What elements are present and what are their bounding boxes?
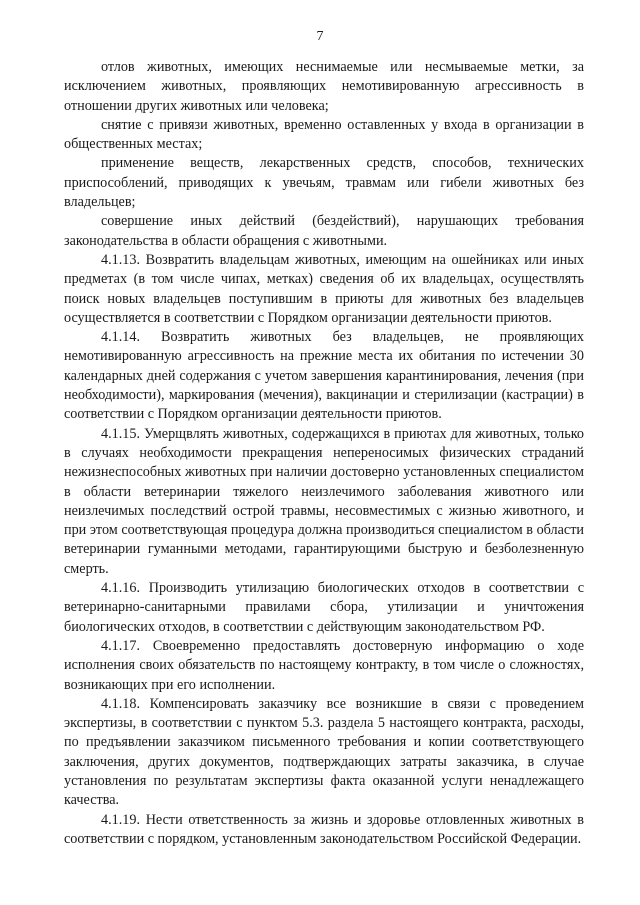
clause-4-1-18: 4.1.18. Компенсировать заказчику все возникшие в связи с проведением экспертизы, в соответствии с пунктом 5.3. раздела 5 настоящего контракта, расходы, по предъявлении заказчиком письменного требования и копии соответствующего заключения, других документов, подтверждающих затраты заказчика, в случае установления по результатам экспертизы факта оказанной услуги ненадлежащего качества.: [64, 695, 584, 809]
clause-4-1-15: 4.1.15. Умерщвлять животных, содержащихся в приютах для животных, только в случаях необходимости прекращения непереносимых физических страданий нежизнеспособных животных при наличии достоверно установленных специалистом в области ветеринарии тяжелого неизлечимого заболевания животного или неизлечимых последствий острой травмы, несовместимых с жизнью животного, и при этом соответствующая процедура должна производиться специалистом в области ветеринарии гуманными методами, гарантирующими быструю и безболезненную смерть.: [64, 425, 584, 577]
clause-4-1-17: 4.1.17. Своевременно предоставлять достоверную информацию о ходе исполнения своих обязательств по настоящему контракту, в том числе о сложностях, возникающих при его исполнении.: [64, 637, 584, 693]
page-number: 7: [316, 29, 324, 44]
paragraph-untethering: снятие с привязи животных, временно оставленных у входа в организации в общественных местах;: [64, 116, 584, 153]
paragraph-other-actions: совершение иных действий (бездействий), нарушающих требования законодательства в области обращения с животными.: [64, 213, 584, 249]
clause-4-1-14: 4.1.14. Возвратить животных без владельцев, не проявляющих немотивированную агрессивность на прежние места их обитания по истечении 30 календарных дней содержания с учетом завершения карантинирования, лечения (при необходимости), маркирования (мечения), вакцинации и стерилизации (кастрации) в соответствии с Порядком организации деятельности приютов.: [64, 329, 584, 423]
document-body: [64, 58, 584, 849]
paragraph-animal-capture: отлов животных, имеющих неснимаемые или несмываемые метки, за исключением животных, проявляющих немотивированную агрессивность в отношении других животных или человека;: [64, 59, 584, 114]
paragraph-harmful-means: применение веществ, лекарственных средств, способов, технических приспособлений, приводящих к увечьям, травмам или гибели животных без владельцев;: [64, 155, 584, 211]
clause-4-1-19: 4.1.19. Нести ответственность за жизнь и здоровье отловленных животных в соответствии с порядком, установленным законодательством Российской Федерации.: [64, 811, 584, 847]
clause-4-1-16: 4.1.16. Производить утилизацию биологических отходов в соответствии с ветеринарно-санитарными правилами сбора, утилизации и уничтожения биологических отходов, в соответствии с действующим законодательством РФ.: [64, 580, 584, 635]
clause-4-1-13: 4.1.13. Возвратить владельцам животных, имеющим на ошейниках или иных предметах (в том числе чипах, метках) сведения об их владельцах, осуществлять поиск новых владельцев поступившим в приюты для животных без владельцев осуществляется в соответствии с Порядком организации деятельности приютов.: [64, 251, 584, 326]
